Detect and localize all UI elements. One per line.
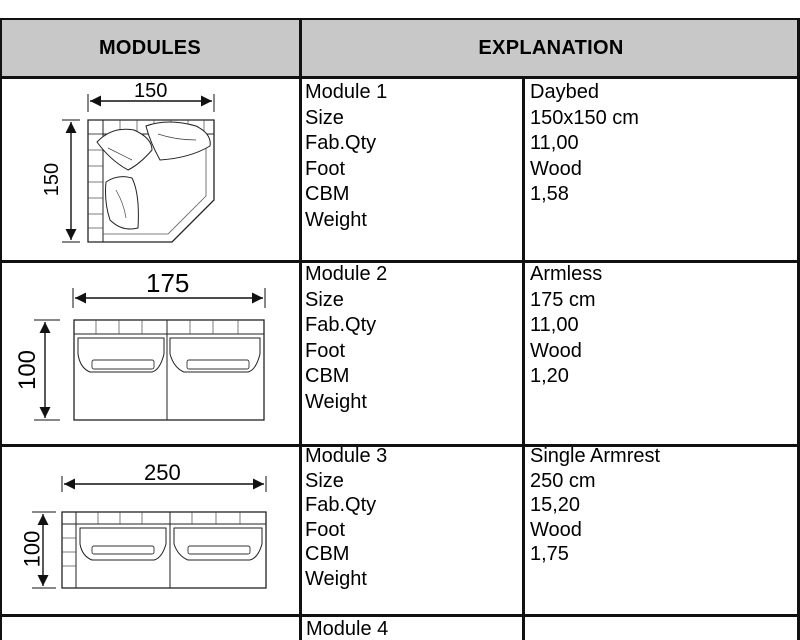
- header-explanation: [302, 20, 800, 76]
- row3-label-module: Module 3: [305, 445, 388, 467]
- row1-value-cbm: 1,58: [530, 183, 569, 205]
- grid-line-col2: [522, 79, 525, 640]
- row1-labels: [305, 80, 387, 233]
- row1-label-foot: Foot: [305, 157, 346, 180]
- row2-label-size: Size: [305, 288, 344, 311]
- row1-values: [530, 80, 639, 233]
- row2-label-fabqty: Fab.Qty: [305, 314, 377, 336]
- module3-depth-label: 100: [19, 530, 45, 568]
- grid-line-top: [0, 18, 800, 20]
- row3-value-cbm: 1,75: [530, 543, 569, 565]
- row3-label-size: Size: [305, 469, 344, 492]
- row1-label-cbm: CBM: [305, 183, 350, 205]
- row1-label-weight: Weight: [305, 208, 367, 231]
- row1-value-fabqty: 11,00: [530, 132, 579, 154]
- row3-labels: [305, 444, 387, 591]
- module3-width-label: 250: [144, 460, 181, 485]
- row2-value-weight: [530, 390, 602, 416]
- row3-value-foot: Wood: [530, 518, 582, 541]
- module2-width-label: 175: [146, 268, 190, 298]
- module1-depth-label: 150: [41, 162, 64, 197]
- row2-label-weight: Weight: [305, 390, 367, 413]
- header-explanation-label: EXPLANATION: [478, 36, 624, 59]
- row3-values: [530, 444, 660, 591]
- header-modules-label: MODULES: [98, 36, 202, 59]
- row1-value-foot: Wood: [530, 157, 582, 180]
- row3-value-fabqty: 15,20: [530, 494, 581, 516]
- row4-label-module-partial: Module 4: [306, 618, 389, 640]
- row1-label-size: Size: [305, 106, 344, 129]
- row1-value-type: Daybed: [530, 81, 599, 103]
- row2-labels: [305, 262, 387, 415]
- row2-value-foot: Wood: [530, 339, 582, 362]
- row1-value-size: 150x150 cm: [530, 106, 639, 129]
- row3-value-weight: [530, 567, 660, 592]
- row3-value-size: 250 cm: [530, 469, 596, 492]
- module1-width-label: 150: [134, 80, 168, 102]
- row3-label-weight: Weight: [305, 567, 367, 590]
- row2-value-type: Armless: [530, 263, 603, 285]
- row2-values: [530, 262, 602, 415]
- row1-value-weight: [530, 208, 639, 234]
- row2-label-module: Module 2: [305, 263, 388, 285]
- row1-label-fabqty: Fab.Qty: [305, 132, 377, 154]
- header-modules: [0, 20, 300, 76]
- row3-label-fabqty: Fab.Qty: [305, 494, 377, 516]
- module2-depth-label: 100: [14, 349, 42, 391]
- row3-value-type: Single Armrest: [530, 445, 661, 467]
- row2-value-cbm: 1,20: [530, 365, 569, 387]
- row2-value-size: 175 cm: [530, 288, 596, 311]
- row2-label-foot: Foot: [305, 339, 346, 362]
- row3-label-foot: Foot: [305, 518, 346, 541]
- row2-value-fabqty: 11,00: [530, 314, 579, 336]
- row2-label-cbm: CBM: [305, 365, 350, 387]
- row1-label-module: Module 1: [305, 81, 388, 103]
- row3-label-cbm: CBM: [305, 543, 350, 565]
